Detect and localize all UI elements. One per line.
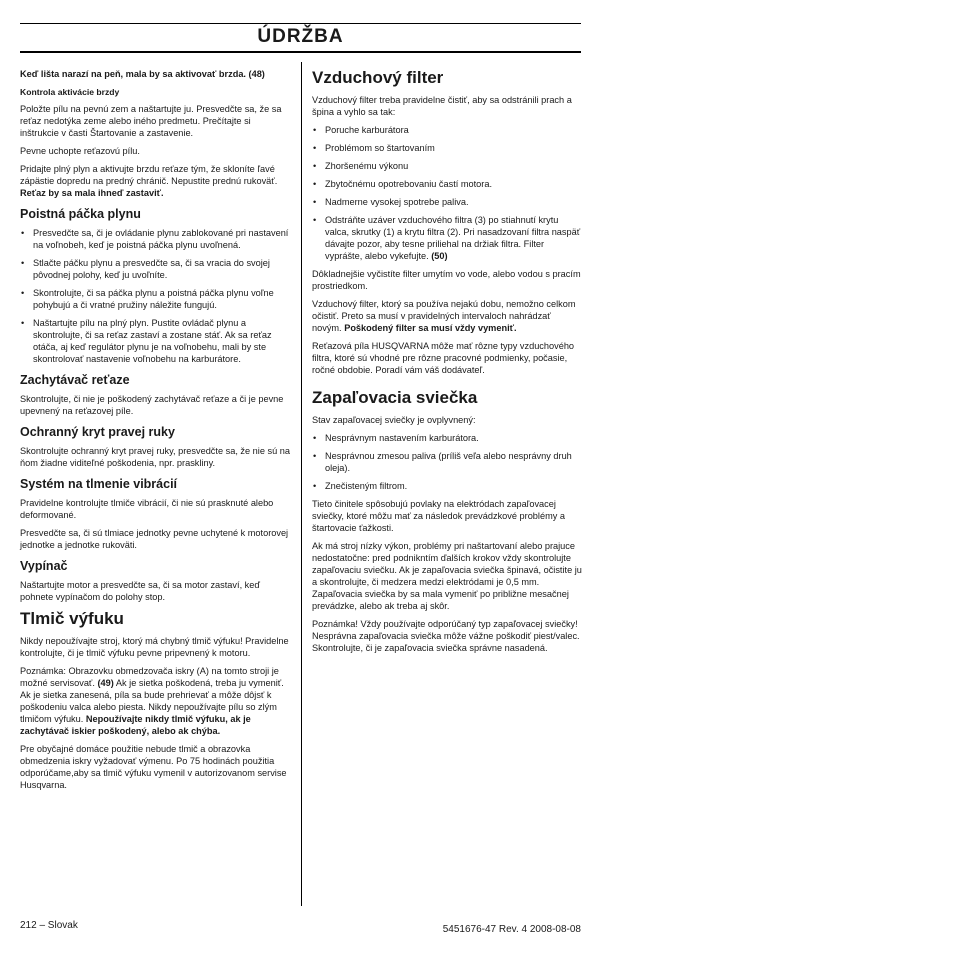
paragraph: Poznámka! Vždy používajte odporúčaný typ zapaľovacej sviečky! Nesprávna zapaľovacia sviečka môže vážne poškodiť piest/valec. Skontrolujte, či je zapaľovacia sviečka správne nasadená. [312, 619, 580, 653]
paragraph [312, 298, 582, 334]
lead-text: Keď lišta narazí na peň, mala by sa aktivovať brzda. (48) [20, 69, 265, 79]
paragraph: Pevne uchopte reťazovú pílu. [20, 146, 140, 156]
list-item [312, 214, 582, 262]
list-item: • Problémom so štartovaním [312, 142, 582, 154]
text-span: Ak je sietka poškodená, treba ju vymeniť. Ak je sietka zanesená, píla sa bude prehrievať a môže dôjsť k poškodeniu valca alebo piesta. Nikdy nepoužívajte pílu so zlým tlmičom výfuku. [20, 678, 284, 724]
bold-text: Poškodený filter sa musí vždy vymeniť. [344, 323, 517, 333]
paragraph: Skontrolujte ochranný kryt pravej ruky, presvedčte sa, že nie sú na ňom žiadne viditeľné poškodenia, npr. praskliny. [20, 446, 290, 468]
text-span: Pridajte plný plyn a aktivujte brzdu reťaze tým, že skloníte ľavé zápästie dopredu na predný chránič. Nepustite prednú rukoväť. [20, 164, 278, 186]
figure-reference: (50) [431, 251, 448, 261]
column-divider [301, 62, 302, 906]
paragraph: Vzduchový filter treba pravidelne čistiť, aby sa odstránili prach a špina a vyhlo sa tak: [312, 95, 572, 117]
right-column [312, 68, 582, 660]
paragraph: Pre obyčajné domáce použitie nebude tlmič a obrazovka obmedzenia iskry vyžadovať výmenu. Po 75 hodinách použitia odporúčame,aby sa tlmič výfuku vymenil v autorizovanom servise Husqvarna. [20, 744, 287, 790]
list-item: • Zhoršenému výkonu [312, 160, 582, 172]
heading-muffler: Tlmič výfuku [20, 609, 124, 628]
paragraph: Pravidelne kontrolujte tlmiče vibrácií, či nie sú prasknuté alebo deformované. [20, 498, 274, 520]
heading-vibration: Systém na tlmenie vibrácií [20, 477, 178, 491]
list-item: • Znečisteným filtrom. [312, 480, 582, 492]
paragraph: Stav zapaľovacej sviečky je ovplyvnený: [312, 415, 476, 425]
paragraph: Položte pílu na pevnú zem a naštartujte ju. Presvedčte sa, že sa reťaz nedotýka zeme alebo iného predmetu. Prečítajte si inštrukcie v časti Štartovanie a zastavenie. [20, 104, 282, 138]
document-revision: 5451676-47 Rev. 4 2008-08-08 [442, 924, 581, 935]
heading-chain-catcher: Zachytávač reťaze [20, 373, 130, 387]
paragraph [20, 163, 290, 199]
paragraph: Dôkladnejšie vyčistíte filter umytím vo vode, alebo vodou s pracím prostriedkom. [312, 269, 581, 291]
list-item: • Nadmerne vysokej spotrebe paliva. [312, 196, 582, 208]
list-item: • Poruche karburátora [312, 124, 582, 136]
paragraph: Tieto činitele spôsobujú povlaky na elektródach zapaľovacej sviečky, ktoré môžu mať za následok prevádzkové problémy a štartovacie ťažkosti. [312, 499, 565, 533]
list-item: • Stlačte páčku plynu a presvedčte sa, či sa vracia do svojej pôvodnej polohy, keď ju uvoľníte. [20, 257, 290, 281]
throttle-list [20, 227, 290, 365]
list-item: • Skontrolujte, či sa páčka plynu a poistná páčka plynu voľne pohybujú a či vratné pružiny náležite fungujú. [20, 287, 290, 311]
heading-stop-switch: Vypínač [20, 559, 68, 573]
list-item: • Nesprávnym nastavením karburátora. [312, 432, 582, 444]
paragraph: Nikdy nepoužívajte stroj, ktorý má chybný tlmič výfuku! Pravidelne kontrolujte, či je tlmič výfuku pevne pripevnený k motoru. [20, 636, 289, 658]
paragraph [20, 665, 290, 737]
left-column [20, 68, 290, 797]
header-rule-bottom [20, 51, 581, 53]
list-item: • Nesprávnou zmesou paliva (príliš veľa alebo nesprávny druh oleja). [312, 450, 582, 474]
heading-throttle-lockout: Poistná páčka plynu [20, 207, 141, 221]
figure-reference: (49) [97, 678, 114, 688]
subheading-brake-check: Kontrola aktivácie brzdy [20, 87, 120, 97]
text-span: Vzduchový filter, ktorý sa používa nejakú dobu, nemožno celkom očistiť. Preto sa musí v pravidelných intervaloch nahrádzať novým. [312, 299, 576, 333]
list-item: • Zbytočnému opotrebovaniu častí motora. [312, 178, 582, 190]
bold-text: Reťaz by sa mala ihneď zastaviť. [20, 188, 164, 198]
list-item: • Presvedčte sa, či je ovládanie plynu zablokované pri nastavení na voľnobeh, keď je poistná páčka plynu uvoľnená. [20, 227, 290, 251]
plug-list [312, 432, 582, 492]
text-span: Poznámka: Obrazovku obmedzovača iskry (A) na tomto stroji je možné servisovať. [20, 666, 279, 688]
heading-hand-guard: Ochranný kryt pravej ruky [20, 425, 175, 439]
page-number: 212 – Slovak [20, 920, 78, 931]
paragraph: Naštartujte motor a presvedčte sa, či sa motor zastaví, keď pohnete vypínačom do polohy stop. [20, 580, 261, 602]
paragraph: Skontrolujte, či nie je poškodený zachytávač reťaze a či je pevne upevnený na reťazovej píle. [20, 394, 284, 416]
filter-list [312, 124, 582, 262]
paragraph: Ak má stroj nízky výkon, problémy pri naštartovaní alebo prajuce nedostatočne: pred podnikntím ďalších krokov vždy skontrolujte zapaľovaciu sviečku. Ak je zapaľovacia sviečka špinavá, očistite ju a skontrolujte, či medzera medzi elektródami je 0,5 mm. Zapaľovacia sviečka by sa mala vymeniť po približne mesačnej prevádzke, alebo ak treba aj skôr. [312, 541, 582, 611]
text-span: Odstráňte uzáver vzduchového filtra (3) po stiahnutí krytu valca, skrutky (1) a krytu filtra (2). Pri nasadzovaní filtra naspäť dávajte pozor, aby tesne priliehal na držiak filtra. Filter vyprášte, alebo vykefujte. [325, 215, 581, 261]
heading-air-filter: Vzduchový filter [312, 68, 444, 87]
paragraph: Presvedčte sa, či sú tlmiace jednotky pevne uchytené k motorovej jednotke a jednotke rukoväti. [20, 528, 289, 550]
paragraph: Reťazová píla HUSQVARNA môže mať rôzne typy vzduchového filtra, ktoré sú vhodné pre rôzne pracovné podmienky, počasie, ročné obdobie. Poradí vám váš dodávateľ. [312, 341, 575, 375]
header-rule-top [20, 23, 581, 24]
bold-text: Nepoužívajte nikdy tlmič výfuku, ak je zachytávač iskier poškodený, alebo ak chýba. [20, 714, 251, 736]
list-item: • Naštartujte pílu na plný plyn. Pustite ovládač plynu a skontrolujte, či sa reťaz zastaví a zostane stáť. Ak sa reťaz otáča, aj keď regulátor plynu je na voľnobehu, mali by ste skontrolovať nastavenie voľnobehu na karburátore. [20, 317, 290, 365]
heading-spark-plug: Zapaľovacia sviečka [312, 388, 478, 407]
page-title: ÚDRŽBA [257, 26, 344, 47]
